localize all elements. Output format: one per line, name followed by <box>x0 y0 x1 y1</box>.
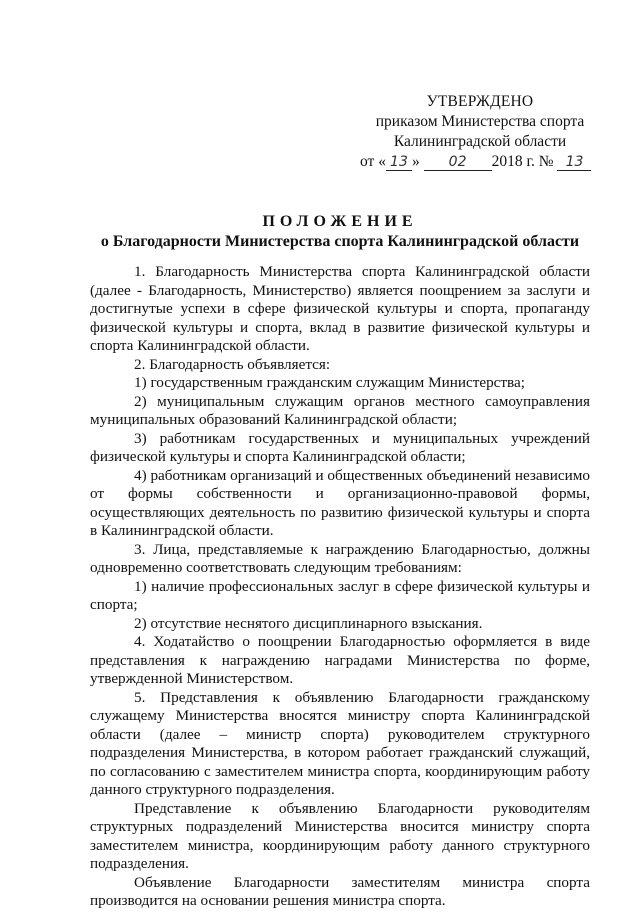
paragraph-3-item-1: 1) наличие профессиональных заслуг в сфере физической культуры и спорта; <box>90 577 590 613</box>
paragraph-4: 4. Ходатайство о поощрении Благодарностью оформляется в виде представления к награждению наградами Министерства по форме, утвержденной Министерством. <box>90 633 590 687</box>
approval-stamp <box>360 92 600 172</box>
paragraph-3: 3. Лица, представляемые к награждению Благодарностью, должны одновременно соответствовать следующим требованиям: <box>90 540 590 576</box>
approval-date-line <box>360 152 600 172</box>
paragraph-2-item-3: 3) работникам государственных и муниципальных учреждений физической культуры и спорта Калининградской области; <box>90 429 590 465</box>
paragraph-5-cont-1: Представление к объявлению Благодарности руководителям структурных подразделений Министерства вносится министру спорта заместителем министра, координирующим работу данного структурного подразделения. <box>90 799 590 872</box>
date-prefix: от « <box>360 153 386 170</box>
paragraph-2-item-2: 2) муниципальным служащим органов местного самоуправления муниципальных образований Калининградской области; <box>90 392 590 428</box>
paragraph-2-item-4: 4) работникам организаций и общественных объединений независимо от формы собственности и организационно-правовой формы, осуществляющих деятельность по развитию физической культуры и спорта в Калининградской области. <box>90 466 590 539</box>
date-mid: » <box>411 153 420 170</box>
approval-region-line: Калининградской области <box>393 133 567 150</box>
paragraph-3-item-2: 2) отсутствие неснятого дисциплинарного взыскания. <box>134 614 483 632</box>
paragraph-1: 1. Благодарность Министерства спорта Калининградской области (далее - Благодарность, Министерство) является поощрением за заслуги и достигнутые успехи в сфере физической культуры и спорта, пропаганду физической культуры и спорта, вклад в развитие физической культуры и спорта Калининградской области. <box>90 263 590 354</box>
paragraph-2-item-1: 1) государственным гражданским служащим Министерства; <box>134 374 525 391</box>
document-body <box>90 263 590 911</box>
handwritten-day: 13 <box>386 154 412 171</box>
paragraph-5-cont-2: Объявление Благодарности заместителям министра спорта производится на основании решения министра спорта. <box>90 873 590 909</box>
document-heading <box>90 212 590 252</box>
approval-title: УТВЕРЖДЕНО <box>426 93 534 110</box>
paragraph-5: 5. Представления к объявлению Благодарности гражданскому служащему Министерства вносятся министру спорта Калининградской области (далее – министр спорта) руководителем структурного подразделения Министерства, в котором работает гражданский служащий, по согласованию с заместителем министра спорта, координирующим работу данного структурного подразделения. <box>90 688 590 798</box>
document-title: ПОЛОЖЕНИЕ <box>262 213 418 230</box>
document-subtitle: о Благодарности Министерства спорта Калининградской области <box>100 233 580 250</box>
approval-order-line: приказом Министерства спорта <box>375 113 585 130</box>
handwritten-order-number: 13 <box>557 154 591 171</box>
handwritten-month: 02 <box>424 154 492 171</box>
date-year: 2018 г. № <box>491 153 554 170</box>
paragraph-2: 2. Благодарность объявляется: <box>134 355 331 373</box>
